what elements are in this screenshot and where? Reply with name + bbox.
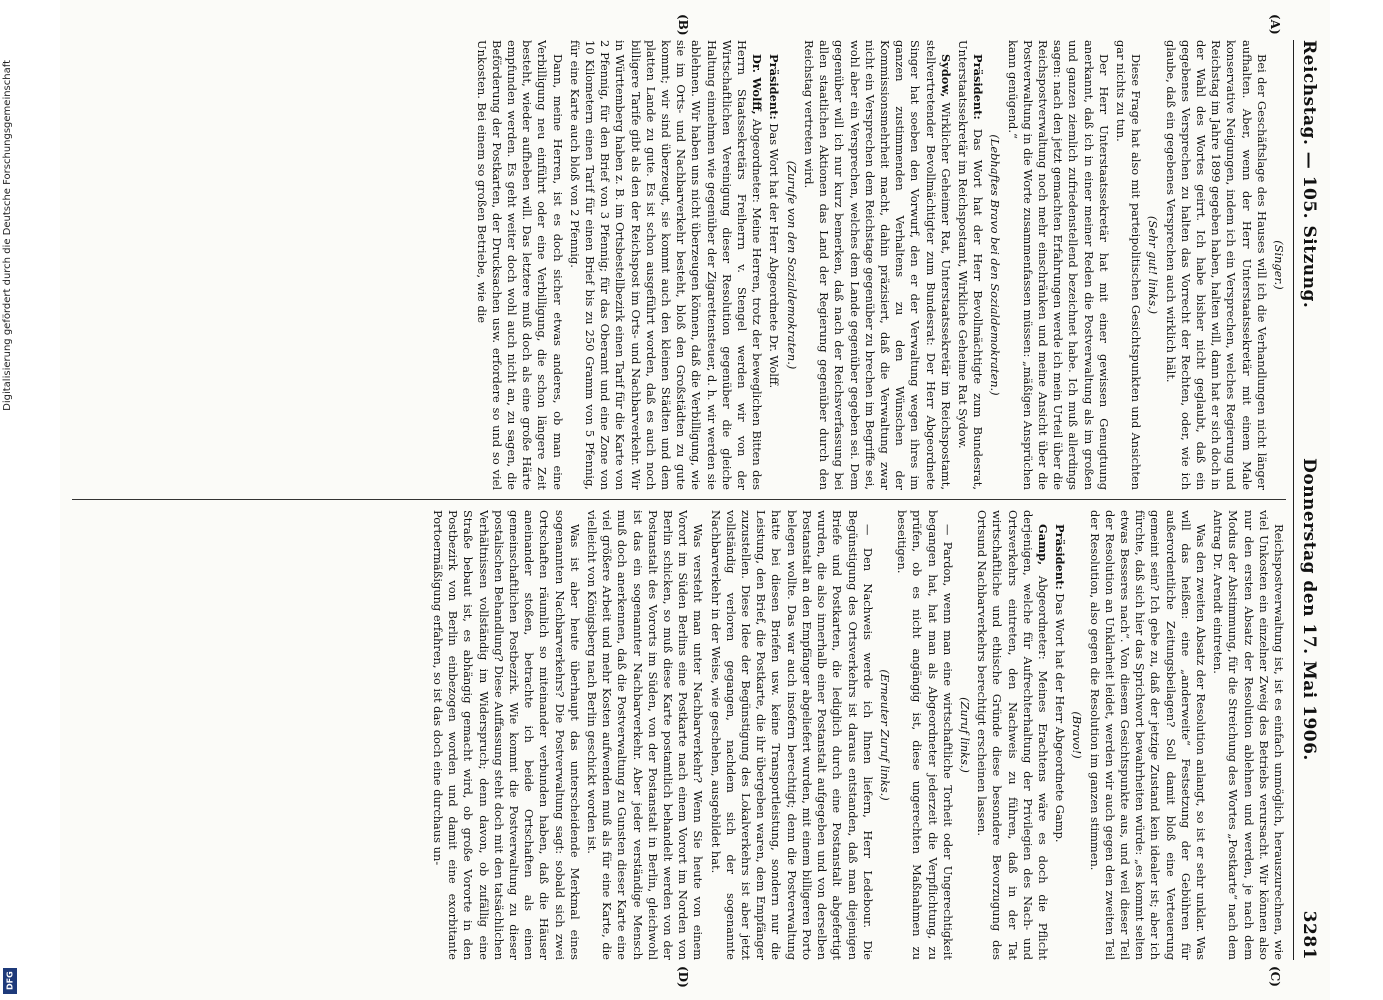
left-column [70,40,1286,490]
paragraph: — Den Nachweis werde ich Ihnen liefern, Herr Ledebour. Die Begünstigung des Ortsverkehrs ist daraus entstanden, daß man diejenigen Briefe und Postkarten, die lediglich durch eine Postanstalt abgefertigt wurden, die also innerhalb einer Postanstalt aufgegeben und von derselben Postanstalt an den Empfänger abgeliefert wurden, mit einem billigeren Porto belegen wollte. Das war auch insofern berechtigt; denn die Postverwaltung hatte bei diesen Briefen usw. keine Transportleistung, sondern nur die Leistung, den Brief, die Postkarte, die ihr übergeben waren, dem Empfänger zuzustellen. Diese Idee der Begünstigung des Lokalverkehrs ist aber jetzt vollständig verloren gegangen, nachdem sich der sogenannte Nachbarverkehr in der Weise, wie geschehen, ausgebildet hat. [708,510,875,960]
paragraph: Bei der Geschäftslage des Hauses will ich die Verhandlungen nicht länger aufhalten. Aber, wenn der Herr Unterstaatssekretär mit einem Male konservative Neigungen, indem ich ein Versprechen, welches Regierung und Reichstag im Jahre 1899 gegeben haben, halten will, dann hat er sich doch in der Wahl des Wortes geirrt. Ich habe bisher nicht geglaubt, daß ein gegebenes Versprechen zu halten das Vorrecht der Rechten, oder, wie ich glaube, daß ein gegebenes Versprechen auch wirklich hält. [1163,40,1269,490]
speech-paragraph: Dr. Wolff, Abgeordneter: Meine Herren, trotz der beweglichen Bitten des Herrn Staatssekretärs Freiherrn v. Stengel werden wir von der Wirtschaftlichen Vereinigung dieser Resolution gegenüber die gleiche Haltung einnehmen wie gegenüber der Zigarettensteuer, d. h. wir werden sie ablehnen. Wir haben uns nicht überzeugen können, daß die Verbilligung, wie sie im Orts- und Nachbarverkehr besteht, bloß den Großstädten zu gute kommt; wir sind überzeugt, sie kommt auch den kleinen Städten und dem platten Lande zu gute. Es ist schon ausgeführt worden, daß es auch noch billigere Tarife gibt als den der Reichspost im Orts- und Nachbarverkehr. Wir in Württemberg haben z. B. im Ortsbestellbezirk einen Tarif für die Karte von 2 Pfennig, für den Brief von 3 Pfennig; für das Oberamt und eine Zone von 10 Kilometern einen Tarif für einen Brief bis zu 250 Gramm von 5 Pfennig, für eine Karte auch bloß von 2 Pfennig. [567,40,765,490]
header-date: Donnerstag den 17. Mai 1906. [1299,458,1319,761]
margin-mark-d: (D) [676,966,690,988]
page-number: 3281 [1299,910,1319,960]
interjection: (Zuruf links.) [957,697,972,773]
paragraph: Reichspostverwaltung ist, ist es einfach unmöglich, herauszurechnen, wie viel Unkosten ein einzelner Zweig des Betriebs verursacht. Wir können also nur den ersten Absatz der Resolution ablehnen und werden, je nach dem Modus der Abstimmung, für die Streichung des Wortes „Postkarte“ nach dem Antrag Dr. Arendt eintreten. [1211,510,1286,960]
interjection: (Singer.) [1272,240,1286,290]
interjection: (Sehr gut! links.) [1146,215,1161,315]
digitization-credit: Digitalisierung gefördert durch die Deutsche Forschungsgemeinschaft [2,60,13,411]
interjection: (Lebhaftes Bravo bei den Sozialdemokraten.) [988,134,1003,396]
interjection: (Bravo!) [1070,711,1085,759]
margin-mark-c: (C) [1268,966,1282,987]
speech-paragraph: Präsident: Das Wort hat der Herr Bevollmächtigte zum Bundesrat, Unterstaatssekretär im Reichspostamt, Wirkliche Geheime Rat Sydow. [955,40,986,490]
newspaper-page [60,0,1330,1000]
speech-paragraph: Gamp, Abgeordneter: Meines Erachtens wäre es doch die Pflicht derjenigen, welche für Aufrechterhaltung der Privilegien des Nach- und Ortsverkehrs eintreten, den Nachweis zu führen, daß in der Tat wirtschaftliche und ethische Gründe diese besondere Bevorzugung des Ortsund Nachbarverkehrs berechtigt erscheinen lassen. [975,510,1050,960]
speech-paragraph: Sydow, Wirklicher Geheimer Rat, Unterstaatssekretär im Reichspostamt, stellvertretender Bevollmächtigter zum Bundesrat: Der Herr Abgeordnete Singer hat soeben den Vorwurf, den er der Verwaltung wegen ihres im ganzen zustimmenden Verhaltens zu den Wünschen der Kommissionsmehrheit macht, dahin präzisiert, daß die Verwaltung zwar nicht ein Versprechen dem Reichstage gegenüber zu brechen im Begriffe sei, wohl aber ein Versprechen, welches dem Lande gegenüber gegeben sei. Dem gegenüber will ich nur kurz bemerken, daß nach der Reichsverfassung bei allen staatlichen Aktionen das Land der Regierung gegenüber durch den Reichstag vertreten wird. [801,40,953,490]
paragraph: Was den zweiten Absatz der Resolution anlangt, so ist er sehr unklar. Was will das heißen: eine „anderweite“ Festsetzung der Gebühren für außerordentliche Zeitungsbeilagen? Soll damit bloß eine Verteuerung gemeint sein? Ich gebe zu, daß der jetzige Zustand kein idealer ist; aber ich fürchte, daß sich hier das Sprichwort bewahrheiten würde: „es kommt selten etwas Besseres nach“. Von diesem Gesichtspunkte aus, und weil dieser Teil der Resolution an Unklarheit leidet, werden wir auch gegen den zweiten Teil der Resolution, also gegen die Resolution im ganzen stimmen. [1087,510,1208,960]
speaker-name: Präsident: [767,54,782,120]
column-divider [72,499,1286,500]
paragraph: Was versteht man unter Nachbarverkehr? Wenn Sie heute von einem Vorort im Süden Berlins eine Postkarte nach einem Vorort im Norden von Berlin schicken, so muß diese Karte postamtlich behandelt werden von der Postanstalt des Vororts im Süden, von der Postanstalt in Berlin, gleichwohl ist das ein sogenannter Nachbarverkehr. Aber jeder verständige Mensch muß doch anerkennen, daß die Postverwaltung zu Gunsten dieser Karte eine viel größere Arbeit und mehr Kosten aufwenden muß als für eine Karte, die vielleicht von Königsberg nach Berlin geschickt worden ist. [585,510,706,960]
paragraph: Dann, meine Herren, ist es doch sicher etwas anderes, ob man eine Verbilligung neu einführt oder eine Verbilligung, die schon längere Zeit besteht, wieder aufheben will. Das letztere muß doch als eine große Härte empfunden werden. Es geht weiter doch wohl auch nicht an, zu sagen, die Beförderung der Postkarten, der Drucksachen usw. erfordere so und so viel Unkosten. Bei einem so großen Betriebe, wie die [474,40,565,490]
margin-mark-a: (A) [1268,14,1282,35]
header-left: Reichstag. — 105. Sitzung. [1299,40,1319,309]
speech-paragraph: Präsident: Das Wort hat der Herr Abgeordnete Gamp. [1053,524,1068,843]
interjection: (Erneuter Zuruf links.) [877,669,892,801]
speaker-name: Präsident: [971,54,986,120]
paragraph: Was ist aber heute überhaupt das unterscheidende Merkmal eines sogenannten Nachbarverkehrs? Die Postverwaltung sagt: sobald sich zwei Ortschaften räumlich so miteinander verbunden haben, daß die Häuser aneinander stoßen, betrachte ich beide Ortschaften als einen gemeinschaftlichen Postbezirk. Wie kommt die Postverwaltung zu dieser postalischen Behandlung? Diese Auffassung steht doch mit den tatsächlichen Verhältnissen vollständig im Widerspruch; denn davon, ob zufällig eine Straße bebaut ist, es abhängig gemacht wird, ob große Vororte in den Postbezirk von Berlin einbezogen worden und damit eine exorbitante Portoermäßigung erfahren, so ist das doch eine durchaus un- [431,510,582,960]
dfg-logo: DFG [3,968,17,994]
header-rule [1293,40,1294,960]
speaker-name: Sydow, [938,54,953,98]
margin-mark-b: (B) [676,14,690,36]
speaker-name: Gamp, [1035,524,1050,566]
paragraph: — Pardon, wenn man eine wirtschaftliche Torheit oder Ungerechtigkeit begangen hat, hat man als Abgeordneter jederzeit die Verpflichtung, zu prüfen, ob es nicht angängig ist, diese ungerechten Maßnahmen zu beseitigen. [895,510,955,960]
speaker-name: Dr. Wolff, [750,54,765,115]
paragraph: Der Herr Unterstaatssekretär hat mit einer gewissen Genugtuung anerkannt, daß ich in einer meiner Reden die Postverwaltung als im großen und ganzen ziemlich zufriedenstellend bezeichnet habe. Ich muß allerdings sagen: nach den jetzt gemachten Erfahrungen werde ich mein Urteil über die Reichspostverwaltung noch mehr einschränken und meine Ansicht über die Postverwaltung in die Worte zusammenfassen müssen: „mäßigen Ansprüchen kann genügend.“ [1005,40,1111,490]
paragraph: Diese Frage hat also mit parteipolitischen Gesichtspunkten und Ansichten gar nichts zu tun. [1113,40,1144,490]
interjection: (Zurufe von den Sozialdemokraten.) [784,160,799,370]
page-header [1294,40,1324,960]
right-column [70,510,1286,960]
speaker-name: Präsident: [1053,524,1068,590]
speech-paragraph: Präsident: Das Wort hat der Herr Abgeordnete Dr. Wolff. [767,54,782,389]
